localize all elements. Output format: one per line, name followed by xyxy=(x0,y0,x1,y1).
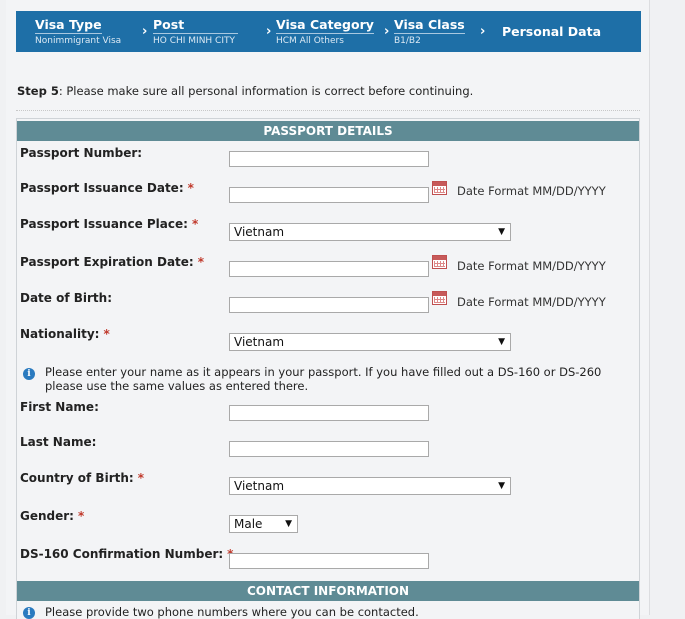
breadcrumb-title: Personal Data xyxy=(502,24,602,39)
breadcrumb-item-post[interactable] xyxy=(153,17,238,46)
required-mark: * xyxy=(103,327,110,341)
gender-label xyxy=(20,509,84,523)
required-mark: * xyxy=(77,509,85,523)
date-format-hint: Date Format MM/DD/YYYY xyxy=(457,259,606,273)
label-text: Country of Birth: xyxy=(20,471,134,485)
selected-value: Vietnam xyxy=(234,335,285,349)
breadcrumb xyxy=(16,11,641,52)
label-text: Passport Number: xyxy=(20,146,143,160)
name-info-text: Please enter your name as it appears in your passport. If you have filled out a DS-160 or DS-260 please use the same values as entered there. xyxy=(45,365,602,393)
breadcrumb-title: Post xyxy=(153,17,238,34)
issuance-place-label xyxy=(20,217,198,231)
label-text: DS-160 Confirmation Number: xyxy=(20,547,224,561)
label-text: Passport Expiration Date: xyxy=(20,255,194,269)
section-header-contact: CONTACT INFORMATION xyxy=(17,581,639,601)
required-mark: * xyxy=(137,471,144,485)
label-text: Nationality: xyxy=(20,327,100,341)
date-of-birth-label xyxy=(20,291,112,305)
section-header-passport: PASSPORT DETAILS xyxy=(17,121,639,141)
nationality-label xyxy=(20,327,110,341)
passport-form xyxy=(16,118,640,619)
dropdown-arrow-icon: ▼ xyxy=(498,337,505,347)
date-format-hint: Date Format MM/DD/YYYY xyxy=(457,184,606,198)
first-name-label xyxy=(20,400,99,414)
calendar-icon[interactable] xyxy=(432,255,447,269)
info-icon: i xyxy=(23,607,35,619)
required-mark: * xyxy=(197,255,205,269)
breadcrumb-item-personal-data xyxy=(502,24,601,40)
ds160-label xyxy=(20,547,233,561)
country-of-birth-select[interactable] xyxy=(229,477,511,495)
chevron-right-icon: › xyxy=(384,24,390,39)
expiration-date-input[interactable] xyxy=(229,261,429,277)
selected-value: Male xyxy=(234,517,263,531)
gender-select[interactable] xyxy=(229,515,298,533)
dropdown-arrow-icon: ▼ xyxy=(285,519,292,529)
date-of-birth-input[interactable] xyxy=(229,297,429,313)
issuance-place-select[interactable] xyxy=(229,223,511,241)
chevron-right-icon: › xyxy=(480,24,486,39)
label-text: First Name: xyxy=(20,400,99,414)
breadcrumb-item-visa-class[interactable] xyxy=(394,17,465,46)
passport-number-label xyxy=(20,146,142,160)
label-text: Last Name: xyxy=(20,435,97,449)
passport-number-input[interactable] xyxy=(229,151,429,167)
last-name-label xyxy=(20,435,96,449)
last-name-input[interactable] xyxy=(229,441,429,457)
step-instruction xyxy=(17,84,473,98)
country-of-birth-label xyxy=(20,471,144,485)
breadcrumb-title: Visa Type xyxy=(35,17,102,32)
divider xyxy=(16,110,640,111)
selected-value: Vietnam xyxy=(234,479,285,493)
label-text: Passport Issuance Place: xyxy=(20,217,188,231)
chevron-right-icon: › xyxy=(266,24,272,39)
breadcrumb-subtitle: HCM All Others xyxy=(276,36,344,46)
issuance-date-input[interactable] xyxy=(229,187,429,203)
breadcrumb-subtitle: HO CHI MINH CITY xyxy=(153,36,235,46)
nationality-select[interactable] xyxy=(229,333,511,351)
selected-value: Vietnam xyxy=(234,225,285,239)
required-mark: * xyxy=(187,181,194,195)
label-text: Date of Birth: xyxy=(20,291,113,305)
step-text: : Please make sure all personal information is correct before continuing. xyxy=(58,84,474,98)
breadcrumb-title: Visa Category xyxy=(276,17,374,32)
breadcrumb-subtitle: B1/B2 xyxy=(394,36,421,46)
chevron-right-icon: › xyxy=(142,24,148,39)
issuance-date-label xyxy=(20,181,194,195)
breadcrumb-subtitle: Nonimmigrant Visa xyxy=(35,36,122,46)
info-icon: i xyxy=(23,368,35,380)
calendar-icon[interactable] xyxy=(432,181,447,195)
breadcrumb-title: Visa Class xyxy=(394,17,465,32)
breadcrumb-item-visa-category[interactable] xyxy=(276,17,374,46)
label-text: Gender: xyxy=(20,509,74,523)
calendar-icon[interactable] xyxy=(432,291,447,305)
step-label: Step 5 xyxy=(17,84,59,98)
page-container xyxy=(6,0,650,619)
dropdown-arrow-icon: ▼ xyxy=(498,481,505,491)
date-format-hint: Date Format MM/DD/YYYY xyxy=(457,295,606,309)
contact-info-text: Please provide two phone numbers where you can be contacted. xyxy=(45,605,419,619)
first-name-input[interactable] xyxy=(229,405,429,421)
dropdown-arrow-icon: ▼ xyxy=(498,227,505,237)
required-mark: * xyxy=(191,217,199,231)
ds160-confirmation-input[interactable] xyxy=(229,553,429,569)
label-text: Passport Issuance Date: xyxy=(20,181,184,195)
breadcrumb-item-visa-type[interactable] xyxy=(35,17,121,46)
expiration-date-label xyxy=(20,255,204,269)
